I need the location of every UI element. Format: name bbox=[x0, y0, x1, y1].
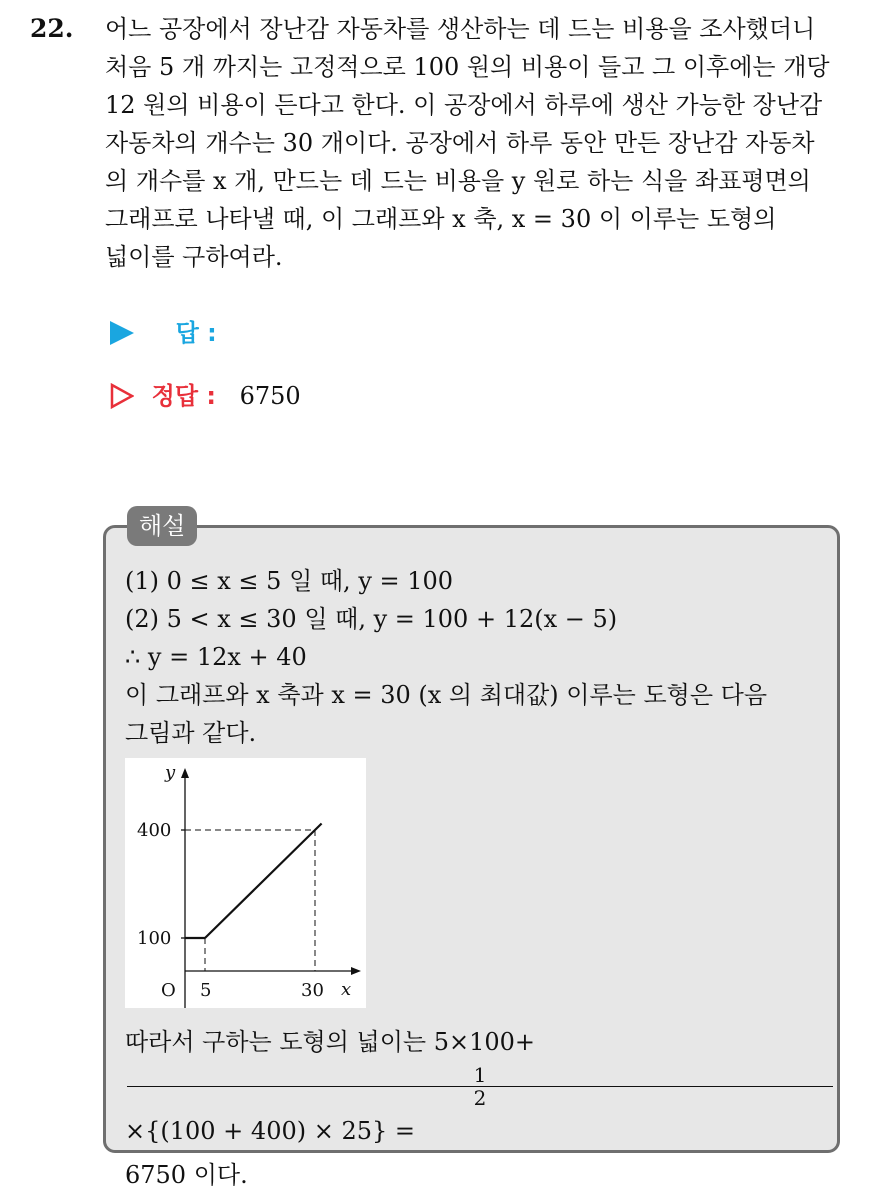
solution-line: (1) 0 ≤ x ≤ 5 일 때, y = 100 bbox=[125, 567, 454, 595]
question-line: 처음 5 개 까지는 고정적으로 100 원의 비용이 들고 그 이후에는 개당 bbox=[105, 53, 830, 81]
question-line: 자동차의 개수는 30 개이다. 공장에서 하루 동안 만든 장난감 자동차 bbox=[105, 129, 815, 157]
solution-line: 이 그래프와 x 축과 x = 30 (x 의 최대값) 이루는 도형은 다음 bbox=[125, 681, 768, 709]
solution-tab: 해설 bbox=[127, 506, 197, 546]
answer-row bbox=[110, 315, 217, 349]
play-triangle-icon bbox=[110, 321, 134, 345]
origin-label: O bbox=[161, 980, 176, 1001]
fraction-numerator: 1 bbox=[127, 1064, 833, 1087]
x-tick-label-5: 5 bbox=[200, 980, 212, 1001]
final-prefix: 따라서 구하는 도형의 넓이는 5×100+ bbox=[125, 1028, 536, 1056]
graph-figure bbox=[125, 758, 366, 1008]
solution-line: ∴ y = 12x + 40 bbox=[125, 643, 307, 671]
y-axis-label: y bbox=[165, 762, 176, 783]
final-equation-line bbox=[125, 1020, 835, 1153]
solution-line: 그림과 같다. bbox=[125, 719, 257, 747]
question-number: 22. bbox=[30, 14, 74, 43]
x-tick-label-30: 30 bbox=[301, 980, 324, 1001]
correct-answer-value: 6750 bbox=[239, 381, 301, 410]
fraction-denominator: 2 bbox=[473, 1086, 487, 1110]
final-result-line: 6750 이다. bbox=[125, 1161, 248, 1189]
outline-triangle-icon bbox=[110, 383, 134, 409]
final-suffix: ×{(100 + 400) × 25} = bbox=[125, 1117, 416, 1145]
x-axis-arrow bbox=[351, 967, 361, 975]
question-line: 넓이를 구하여라. bbox=[105, 243, 283, 271]
y-tick-label-400: 400 bbox=[137, 820, 172, 841]
y-tick-label-100: 100 bbox=[137, 928, 172, 949]
correct-answer-label: 정답 : bbox=[151, 381, 216, 410]
graph-linear-segment bbox=[205, 824, 322, 938]
correct-answer-row bbox=[110, 378, 301, 412]
x-axis-label: x bbox=[341, 979, 352, 1000]
question-line: 의 개수를 x 개, 만드는 데 드는 비용을 y 원로 하는 식을 좌표평면의 bbox=[105, 167, 811, 195]
solution-lines bbox=[125, 562, 767, 752]
question-line: 12 원의 비용이 든다고 한다. 이 공장에서 하루에 생산 가능한 장난감 bbox=[105, 91, 823, 119]
solution-line: (2) 5 < x ≤ 30 일 때, y = 100 + 12(x − 5) bbox=[125, 605, 618, 633]
solution-final bbox=[125, 1020, 835, 1197]
y-axis-arrow bbox=[181, 768, 189, 778]
question-line: 어느 공장에서 장난감 자동차를 생산하는 데 드는 비용을 조사했더니 bbox=[105, 15, 816, 43]
fraction bbox=[127, 1064, 833, 1109]
graph-svg bbox=[125, 758, 366, 1008]
answer-label: 답 : bbox=[175, 318, 217, 347]
question-text bbox=[105, 10, 865, 276]
question-line: 그래프로 나타낼 때, 이 그래프와 x 축, x = 30 이 이루는 도형의 bbox=[105, 205, 777, 233]
